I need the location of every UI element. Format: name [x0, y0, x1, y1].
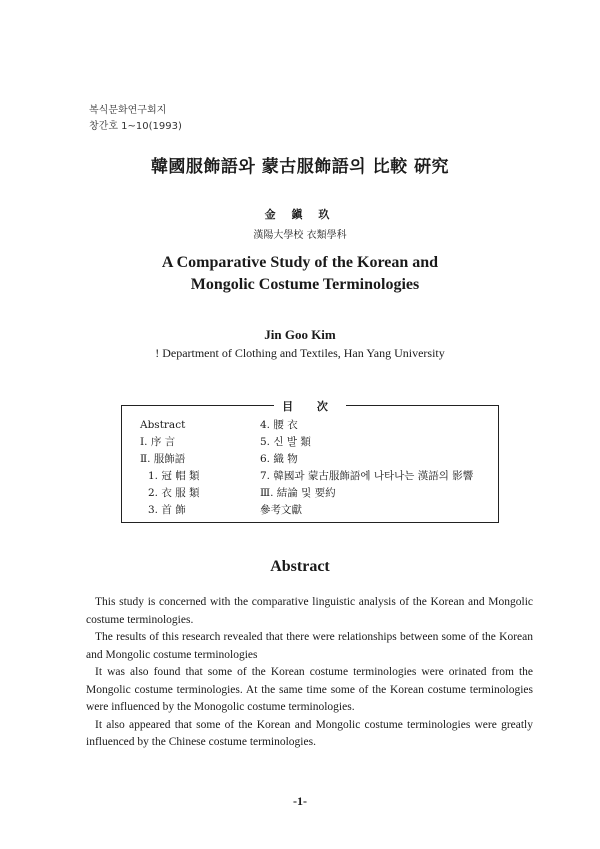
page-number: -1-: [293, 794, 307, 808]
toc-item: 6. 織 物: [260, 453, 298, 465]
journal-name: 복식문화연구회지: [89, 105, 167, 116]
abstract-paragraph: It was also found that some of the Korean costume terminologies were orinated from the Mongolic costume terminologies. At the same time some of the Korean costume terminologies were influenced by the Monogolic costume terminologies.: [86, 666, 533, 713]
korean-affiliation: 漢陽大學校 衣類學科: [253, 230, 347, 241]
toc-item: Abstract: [140, 419, 186, 431]
table-of-contents: [121, 400, 499, 523]
abstract-body: [86, 594, 533, 752]
toc-item: 1. 冠 帽 類: [148, 470, 200, 482]
abstract-heading: Abstract: [270, 558, 330, 575]
toc-item: 參考文獻: [260, 504, 302, 516]
toc-item: 3. 首 飾: [148, 504, 186, 516]
abstract-paragraph: This study is concerned with the comparative linguistic analysis of the Korean and Mongolic costume terminologies.: [86, 596, 533, 626]
abstract-paragraph: It also appeared that some of the Korean and Mongolic costume terminologies were greatly influenced by the Chinese costume terminologies.: [86, 718, 533, 748]
english-author: Jin Goo Kim: [264, 327, 336, 342]
english-title-line-1: A Comparative Study of the Korean and: [161, 254, 439, 271]
toc-item: 7. 韓國과 蒙古服飾語에 나타나는 漢語의 影響: [260, 470, 474, 482]
toc-item: Ⅱ. 服飾語: [140, 453, 186, 465]
toc-item: Ⅲ. 結論 및 要約: [260, 487, 336, 499]
toc-item: 5. 신 발 類: [260, 436, 311, 448]
toc-right-column: [260, 417, 473, 519]
toc-item: Ⅰ. 序 言: [140, 436, 176, 448]
korean-author: 金 鎭 玖: [264, 208, 336, 221]
abstract-paragraph: The results of this research revealed that there were relationships between some of the Korean and Mongolic costume terminologies: [86, 631, 533, 661]
journal-header: [89, 103, 182, 135]
english-affiliation: ! Department of Clothing and Textiles, Han Yang University: [155, 346, 445, 360]
journal-issue: 창간호 1~10(1993): [89, 121, 182, 132]
toc-item: 4. 腰 衣: [260, 419, 298, 431]
toc-item: 2. 衣 服 類: [148, 487, 200, 499]
english-title-line-2: Mongolic Costume Terminologies: [190, 276, 420, 293]
korean-title: 韓國服飾語와 蒙古服飾語의 比較 硏究: [150, 157, 450, 177]
toc-left-column: [140, 417, 200, 519]
english-title: [0, 252, 600, 296]
toc-heading: 目 次: [274, 400, 346, 413]
